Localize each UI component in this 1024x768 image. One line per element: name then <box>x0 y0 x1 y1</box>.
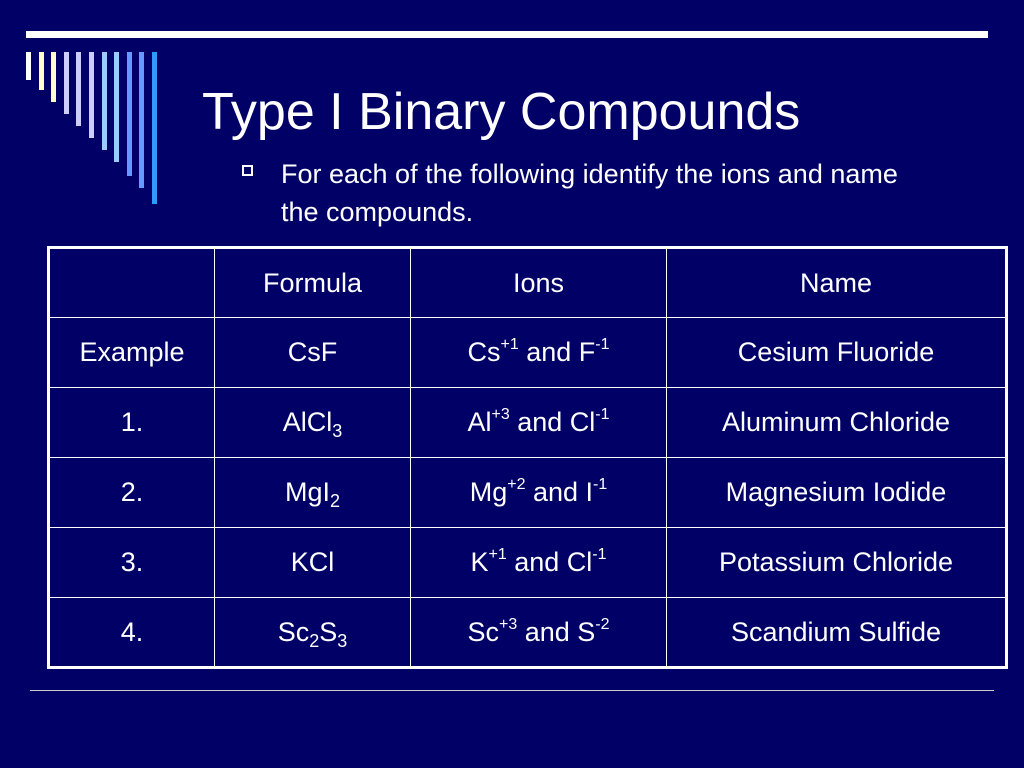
formula-cell <box>215 388 411 458</box>
text-part: K <box>470 547 489 577</box>
subscript: 3 <box>337 630 348 651</box>
stripe-bar <box>26 52 31 80</box>
text-part: Sc <box>277 616 310 647</box>
stripe-bar <box>51 52 56 102</box>
header-cell <box>49 248 215 318</box>
name-cell: Potassium Chloride <box>667 528 1007 598</box>
stripe-bar <box>127 52 132 176</box>
row-label-cell: 2. <box>49 458 215 528</box>
text-part: Sc <box>467 616 499 647</box>
subscript: 3 <box>332 421 343 441</box>
stripe-bar <box>102 52 107 150</box>
text-part: and F <box>518 337 596 367</box>
charge-superscript: +3 <box>491 406 510 423</box>
text-part: Al <box>467 407 492 437</box>
charge-superscript: +2 <box>507 476 526 493</box>
bullet-text: For each of the following identify the ions and name the compounds. <box>281 159 898 227</box>
ions-cell <box>411 458 667 528</box>
row-label-cell: 1. <box>49 388 215 458</box>
text-part: S <box>319 616 338 647</box>
text-part: and I <box>525 477 594 507</box>
charge-superscript: +1 <box>488 546 507 563</box>
top-rule <box>26 31 988 38</box>
ions-cell <box>411 318 667 388</box>
formula-cell <box>215 598 411 668</box>
header-cell-name: Name <box>667 248 1007 318</box>
charge-superscript: -1 <box>593 476 608 493</box>
ions-cell <box>411 388 667 458</box>
charge-superscript: +3 <box>498 615 518 633</box>
formula-cell <box>215 528 411 598</box>
stripe-bar <box>152 52 157 204</box>
row-label-cell: 3. <box>49 528 215 598</box>
text-part: and Cl <box>506 547 593 577</box>
name-cell: Cesium Fluoride <box>667 318 1007 388</box>
slide-title: Type I Binary Compounds <box>202 83 801 141</box>
bottom-rule <box>30 690 994 691</box>
text-part: and Cl <box>509 407 596 437</box>
stripe-bar <box>39 52 44 90</box>
subscript: 2 <box>309 630 320 651</box>
text-part: Mg <box>469 477 508 507</box>
text-part: AlCl <box>282 407 333 437</box>
formula-cell <box>215 458 411 528</box>
stripe-bar <box>89 52 94 138</box>
table-row <box>49 458 1007 528</box>
charge-superscript: -1 <box>592 546 607 563</box>
table-row <box>49 318 1007 388</box>
text-part: CsF <box>287 337 338 367</box>
header-cell-ions: Ions <box>411 248 667 318</box>
charge-superscript: -1 <box>595 406 610 423</box>
table-row <box>49 528 1007 598</box>
ions-cell <box>411 528 667 598</box>
table-row <box>49 388 1007 458</box>
stripe-bar <box>114 52 119 162</box>
text-part: MgI <box>284 477 330 507</box>
formula-cell <box>215 318 411 388</box>
table-header-row <box>49 248 1007 318</box>
text-part: Cs <box>467 337 501 367</box>
stripe-bar <box>76 52 81 126</box>
name-cell: Aluminum Chloride <box>667 388 1007 458</box>
square-bullet-icon <box>242 165 253 176</box>
ions-cell <box>411 598 667 668</box>
name-cell: Scandium Sulfide <box>667 598 1007 668</box>
name-cell: Magnesium Iodide <box>667 458 1007 528</box>
charge-superscript: +1 <box>500 336 519 353</box>
row-label-cell: Example <box>49 318 215 388</box>
text-part: KCl <box>290 547 335 577</box>
text-part: and S <box>517 616 596 647</box>
charge-superscript: -1 <box>595 336 610 353</box>
compounds-table <box>47 246 1008 669</box>
header-cell-formula: Formula <box>215 248 411 318</box>
subscript: 2 <box>330 491 341 511</box>
stripe-bar <box>139 52 144 188</box>
row-label-cell: 4. <box>49 598 215 668</box>
table-row <box>49 598 1007 668</box>
charge-superscript: -2 <box>595 615 610 633</box>
stripe-bar <box>64 52 69 114</box>
